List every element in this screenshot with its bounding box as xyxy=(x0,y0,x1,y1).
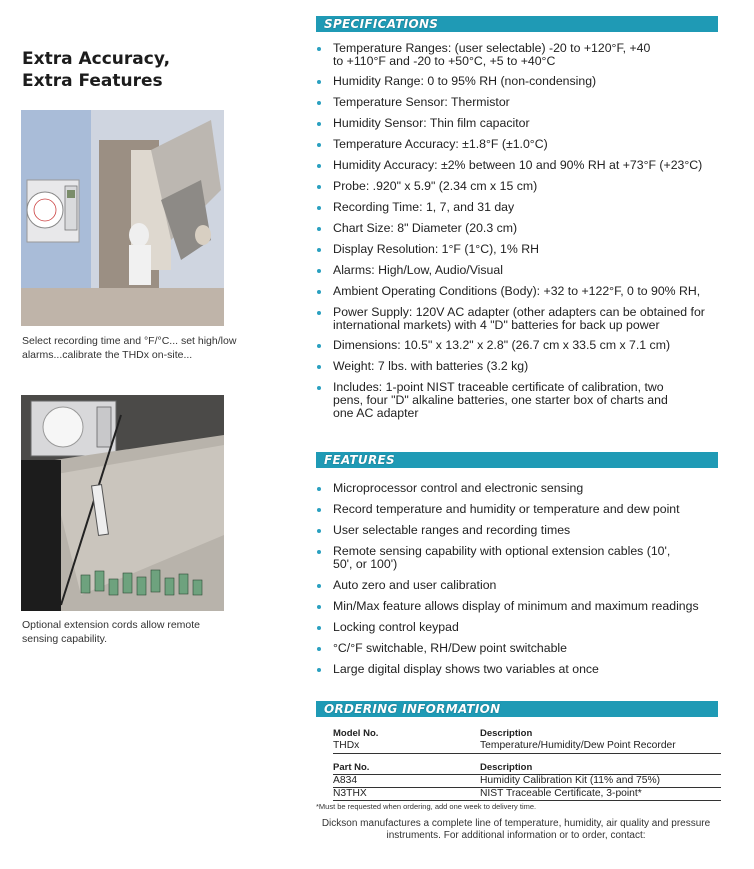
feature-item: Auto zero and user calibration xyxy=(316,579,746,592)
ordering-heading: ORDERING INFORMATION xyxy=(316,701,718,717)
spec-item: Weight: 7 lbs. with batteries (3.2 kg) xyxy=(316,360,746,373)
table-row xyxy=(333,775,721,787)
ordering-footnote: *Must be requested when ordering, add one week to delivery time. xyxy=(316,802,537,811)
feature-item: Locking control keypad xyxy=(316,621,746,634)
divider xyxy=(333,800,721,801)
probe-illustration xyxy=(21,395,224,611)
spec-item: Alarms: High/Low, Audio/Visual xyxy=(316,264,746,277)
model-code: THDx xyxy=(333,740,360,751)
photo-cleanroom-recorder xyxy=(21,110,224,326)
photo-extension-probe xyxy=(21,395,224,611)
table-row xyxy=(333,788,721,800)
ordering-table xyxy=(333,728,721,798)
spec-item: Power Supply: 120V AC adapter (other adapters can be obtained for international markets) with 4 "D" batteries for back up power xyxy=(316,306,746,332)
spec-item: Temperature Sensor: Thermistor xyxy=(316,96,746,109)
part-code: N3THX xyxy=(333,788,367,799)
spec-item: Chart Size: 8" Diameter (20.3 cm) xyxy=(316,222,746,235)
part-description-header: Description xyxy=(480,762,533,773)
model-no-header: Model No. xyxy=(333,728,379,739)
spec-item: Humidity Accuracy: ±2% between 10 and 90% RH at +73°F (+23°C) xyxy=(316,159,746,172)
specifications-list xyxy=(316,42,746,420)
part-description: NIST Traceable Certificate, 3-point* xyxy=(480,788,642,799)
page-title xyxy=(22,48,252,92)
spec-item: Humidity Range: 0 to 95% RH (non-condensing) xyxy=(316,75,746,88)
model-description: Temperature/Humidity/Dew Point Recorder xyxy=(480,740,676,751)
model-header-row xyxy=(333,728,721,740)
part-no-header: Part No. xyxy=(333,762,370,773)
closing-note: Dickson manufactures a complete line of temperature, humidity, air quality and pressure instruments. For additional information or to order, contact: xyxy=(321,818,711,841)
spec-item: Ambient Operating Conditions (Body): +32 to +122°F, 0 to 90% RH, xyxy=(316,285,746,298)
part-code: A834 xyxy=(333,775,358,786)
photo-caption-2: Optional extension cords allow remote sensing capability. xyxy=(22,619,201,645)
model-description-header: Description xyxy=(480,728,533,739)
feature-item: Remote sensing capability with optional extension cables (10', 50', or 100') xyxy=(316,545,746,571)
feature-item: °C/°F switchable, RH/Dew point switchable xyxy=(316,642,746,655)
cleanroom-illustration xyxy=(21,110,224,326)
spec-item: Recording Time: 1, 7, and 31 day xyxy=(316,201,746,214)
spec-item: Humidity Sensor: Thin film capacitor xyxy=(316,117,746,130)
title-line-1: Extra Accuracy, xyxy=(22,49,171,69)
spec-item: Includes: 1-point NIST traceable certificate of calibration, two pens, four "D" alkaline batteries, one starter box of charts and one AC adapter xyxy=(316,381,746,420)
feature-item: Large digital display shows two variables at once xyxy=(316,663,746,676)
spec-item: Temperature Accuracy: ±1.8°F (±1.0°C) xyxy=(316,138,746,151)
specifications-heading: SPECIFICATIONS xyxy=(316,16,718,32)
features-heading: FEATURES xyxy=(316,452,718,468)
spec-item: Probe: .920" x 5.9" (2.34 cm x 15 cm) xyxy=(316,180,746,193)
feature-item: Record temperature and humidity or temperature and dew point xyxy=(316,503,746,516)
table-row xyxy=(333,740,721,752)
spec-item: Temperature Ranges: (user selectable) -20 to +120°F, +40 to +110°F and -20 to +50°C, +5 to +40°C xyxy=(316,42,746,68)
part-header-row xyxy=(333,762,721,774)
title-line-2: Extra Features xyxy=(22,71,163,91)
part-description: Humidity Calibration Kit (11% and 75%) xyxy=(480,775,661,786)
features-list xyxy=(316,482,746,676)
feature-item: Microprocessor control and electronic sensing xyxy=(316,482,746,495)
photo-caption-1: Select recording time and °F/°C... set high/low alarms...calibrate the THDx on-site... xyxy=(22,335,237,361)
spec-item: Dimensions: 10.5" x 13.2" x 2.8" (26.7 cm x 33.5 cm x 7.1 cm) xyxy=(316,339,746,352)
divider xyxy=(333,753,721,754)
feature-item: Min/Max feature allows display of minimum and maximum readings xyxy=(316,600,746,613)
spec-item: Display Resolution: 1°F (1°C), 1% RH xyxy=(316,243,746,256)
feature-item: User selectable ranges and recording times xyxy=(316,524,746,537)
